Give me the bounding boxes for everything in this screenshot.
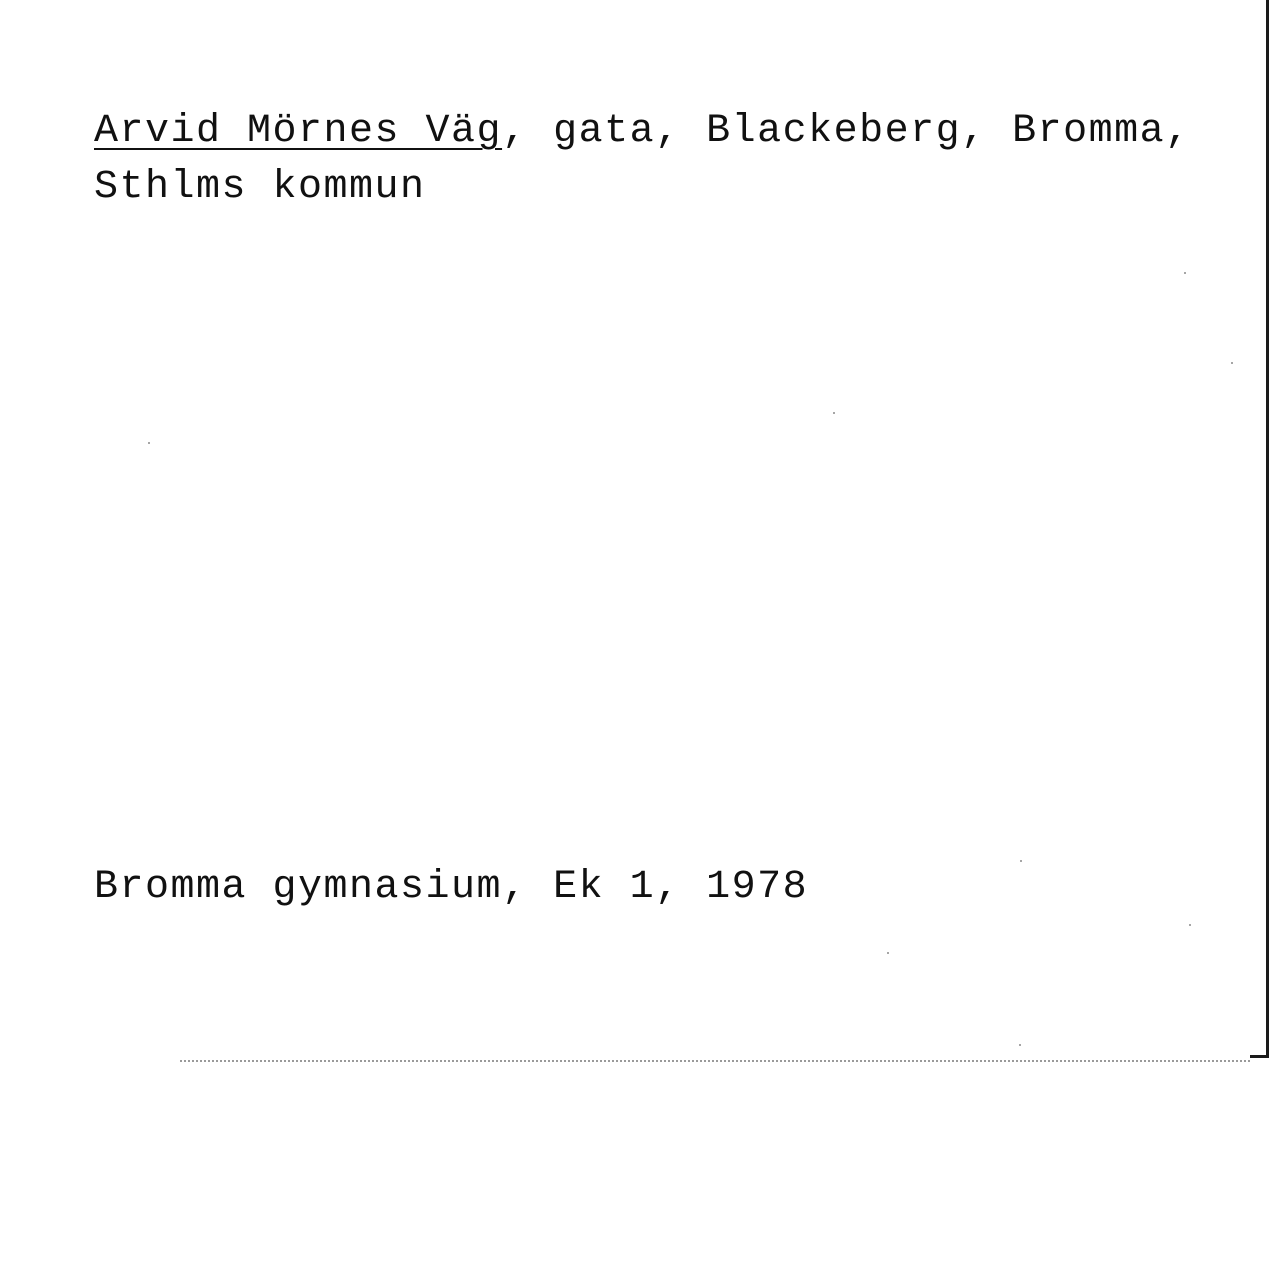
paper-speck [148, 442, 150, 444]
paper-speck [1231, 362, 1233, 364]
paper-speck [1184, 272, 1186, 274]
paper-speck [1189, 924, 1191, 926]
source-reference: Bromma gymnasium, Ek 1, 1978 [94, 865, 809, 910]
municipality: Sthlms kommun [94, 165, 426, 210]
card-corner [1250, 1055, 1269, 1058]
heading-line [94, 108, 1191, 156]
street-description: , gata, Blackeberg, Bromma, [502, 109, 1191, 154]
paper-speck [1019, 1044, 1021, 1046]
card-right-edge [1266, 0, 1269, 1058]
card-bottom-edge [180, 1060, 1250, 1062]
paper-speck [1020, 860, 1022, 862]
street-name: Arvid Mörnes Väg [94, 109, 503, 154]
paper-speck [887, 952, 889, 954]
paper-speck [833, 412, 835, 414]
